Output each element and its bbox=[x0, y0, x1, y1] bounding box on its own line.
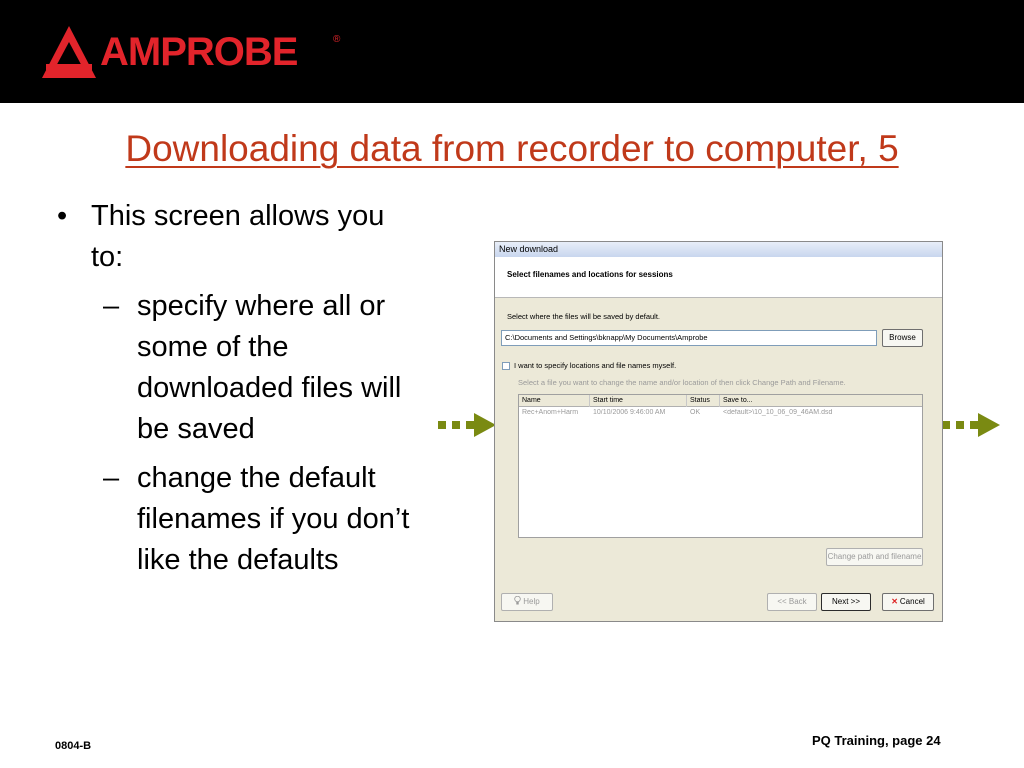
cancel-button[interactable] bbox=[882, 593, 934, 611]
col-save-to[interactable]: Save to... bbox=[723, 397, 753, 404]
next-button[interactable]: Next >> bbox=[821, 593, 871, 611]
checkbox-label: I want to specify locations and file names myself. bbox=[514, 361, 677, 370]
table-row[interactable] bbox=[519, 409, 922, 420]
sub-bullet-1: – specify where all or some of the downloaded files will be saved bbox=[55, 286, 415, 450]
save-location-label: Select where the files will be saved by default. bbox=[507, 312, 660, 321]
dotted-arrow-right-icon bbox=[942, 412, 1002, 438]
registered-mark: ® bbox=[333, 34, 341, 45]
help-button[interactable] bbox=[501, 593, 553, 611]
col-status[interactable]: Status bbox=[687, 395, 720, 407]
dotted-arrow-left-icon bbox=[438, 412, 498, 438]
sessions-list-header bbox=[519, 395, 922, 407]
bullet-list bbox=[55, 196, 415, 581]
bullet-main: • This screen allows you to: bbox=[55, 196, 415, 278]
brand-name: AMPROBE bbox=[100, 30, 298, 74]
browse-button[interactable]: Browse bbox=[882, 329, 923, 347]
col-name[interactable]: Name bbox=[519, 395, 590, 407]
dialog-title: New download bbox=[495, 242, 942, 257]
amprobe-triangle-icon bbox=[40, 24, 98, 80]
cell-name: Rec+Anom+Harm bbox=[522, 409, 579, 416]
amprobe-logo bbox=[40, 24, 350, 84]
cell-start-time: 10/10/2006 9:46:00 AM bbox=[593, 409, 666, 416]
slide-title: Downloading data from recorder to computer, 5 bbox=[125, 128, 899, 169]
change-path-button[interactable]: Change path and filename bbox=[826, 548, 923, 566]
help-label: Help bbox=[523, 597, 540, 606]
cell-status: OK bbox=[690, 409, 701, 416]
footer-code: 0804-B bbox=[55, 740, 92, 752]
dialog-banner bbox=[495, 257, 942, 298]
help-bulb-icon bbox=[514, 596, 521, 605]
dialog-heading: Select filenames and locations for sessions bbox=[507, 270, 673, 279]
save-path-input[interactable]: C:\Documents and Settings\bknapp\My Documents\Amprobe bbox=[501, 330, 877, 346]
col-start-time[interactable]: Start time bbox=[590, 395, 687, 407]
specify-locations-checkbox[interactable] bbox=[502, 362, 510, 370]
instruction-text: Select a file you want to change the name and/or location of then click Change Path and Filename. bbox=[518, 378, 846, 387]
sessions-list[interactable] bbox=[518, 394, 923, 538]
cancel-label: Cancel bbox=[899, 597, 925, 606]
new-download-dialog bbox=[494, 241, 943, 622]
header-band bbox=[0, 0, 1024, 103]
cancel-x-icon: ✕ bbox=[891, 597, 898, 606]
footer-page: PQ Training, page 24 bbox=[812, 733, 941, 748]
cell-save-to: <default>\10_10_06_09_46AM.dsd bbox=[723, 409, 833, 416]
sub-bullet-2: – change the default filenames if you don’t like the defaults bbox=[55, 458, 415, 581]
back-button[interactable]: << Back bbox=[767, 593, 817, 611]
